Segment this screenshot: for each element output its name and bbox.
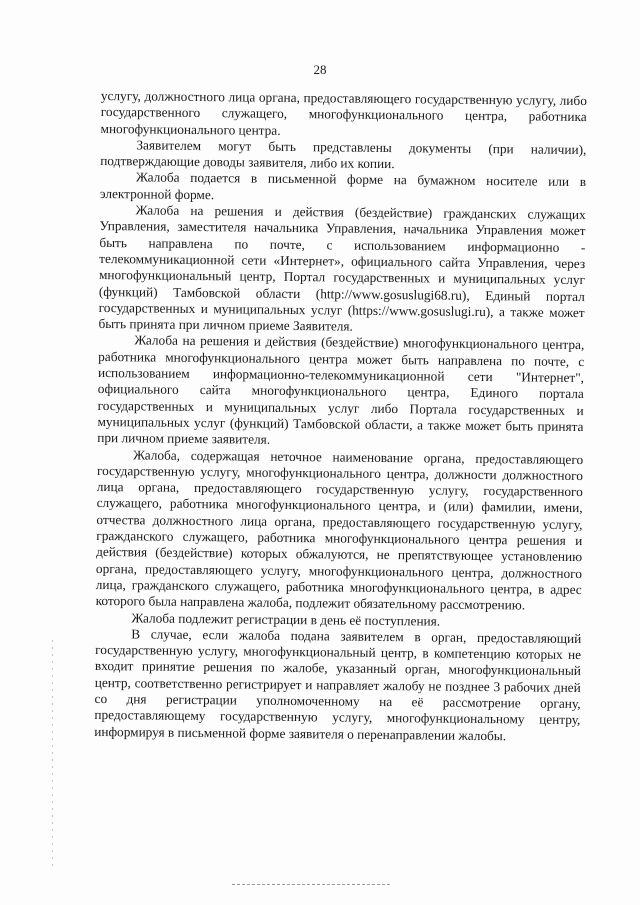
scan-edge-mark (52, 640, 53, 870)
footer-rule (232, 884, 392, 885)
page-number: 28 (313, 62, 327, 77)
paragraph-5: Жалоба на решения и действия (бездействие) многофункционального центра, работника многофункционального центра может быть направлена по почте, с использованием информационно-телекоммуникационной сети "Интернет", официального сайта многофункционального центра, Единого портала государственных и муниципальных услуг либо Портала государственных и муниципальных услуг (функций) Тамбовской области, а также может быть принята при личном приеме заявителя. (97, 332, 585, 448)
paragraph-6: Жалоба, содержащая неточное наименование органа, предоставляющего государственную услугу, многофункционального центра, должности должностного лица органа, предоставляющего государственную услугу, государственного служащего, работника многофункционального центра, и (или) фамилии, имени, отчества должностного лица органа, предоставляющего государственную услугу, гражданского служащего, работника многофункционального центра решения и действия (бездействие) которых обжалуются, не препятствующее установлению органа, предоставляющего услугу, многофункционального центра, должностного лица, гражданского служащего, работника многофункционального центра, в адрес которого была направлена жалоба, подлежит обязательному рассмотрению. (95, 446, 584, 613)
paragraph-3: Жалоба подается в письменной форме на бумажном носителе или в электронной форме. (99, 169, 587, 202)
paragraph-8: В случае, если жалоба подана заявителем в орган, предоставляющий государственную услугу, многофункциональный центр, в компетенцию которых не входит принятие решения по жалобе, указанный орган, многофункциональный центр, соответственно регистрирует и направляет жалобу не позднее 3 рабочих дней со дня регистрации уполномоченному на её рассмотрение органу, предоставляющему государственную услугу, многофункциональному центру, информируя в письменной форме заявителя о перенаправлении жалобы. (94, 626, 582, 743)
paragraph-1: услугу, должностного лица органа, предоставляющего государственную услугу, либо государственного служащего, многофункционального центра, работника многофункционального центра. (100, 88, 587, 138)
paragraph-4: Жалоба на решения и действия (бездействие) гражданских служащих Управления, заместителя начальника Управления, начальника Управления может быть направлена по почте, с использованием информационно - телекоммуникационной сети «Интернет», официального сайта Управления, через многофункциональный центр, Портал государственных и муниципальных услуг (функций) Тамбовской области (http://www.gosuslugi68.ru), Единый портал государственных и муниципальных услуг (https://www.gosuslugi.ru), а также может быть принята при личном приеме Заявителя. (98, 202, 586, 334)
paragraph-2: Заявителем могут быть представлены документы (при наличии), подтверждающие доводы заявителя, либо их копии. (100, 137, 587, 172)
document-body (94, 88, 587, 745)
paragraph-7: Жалоба подлежит регистрации в день её поступления. (131, 609, 441, 629)
